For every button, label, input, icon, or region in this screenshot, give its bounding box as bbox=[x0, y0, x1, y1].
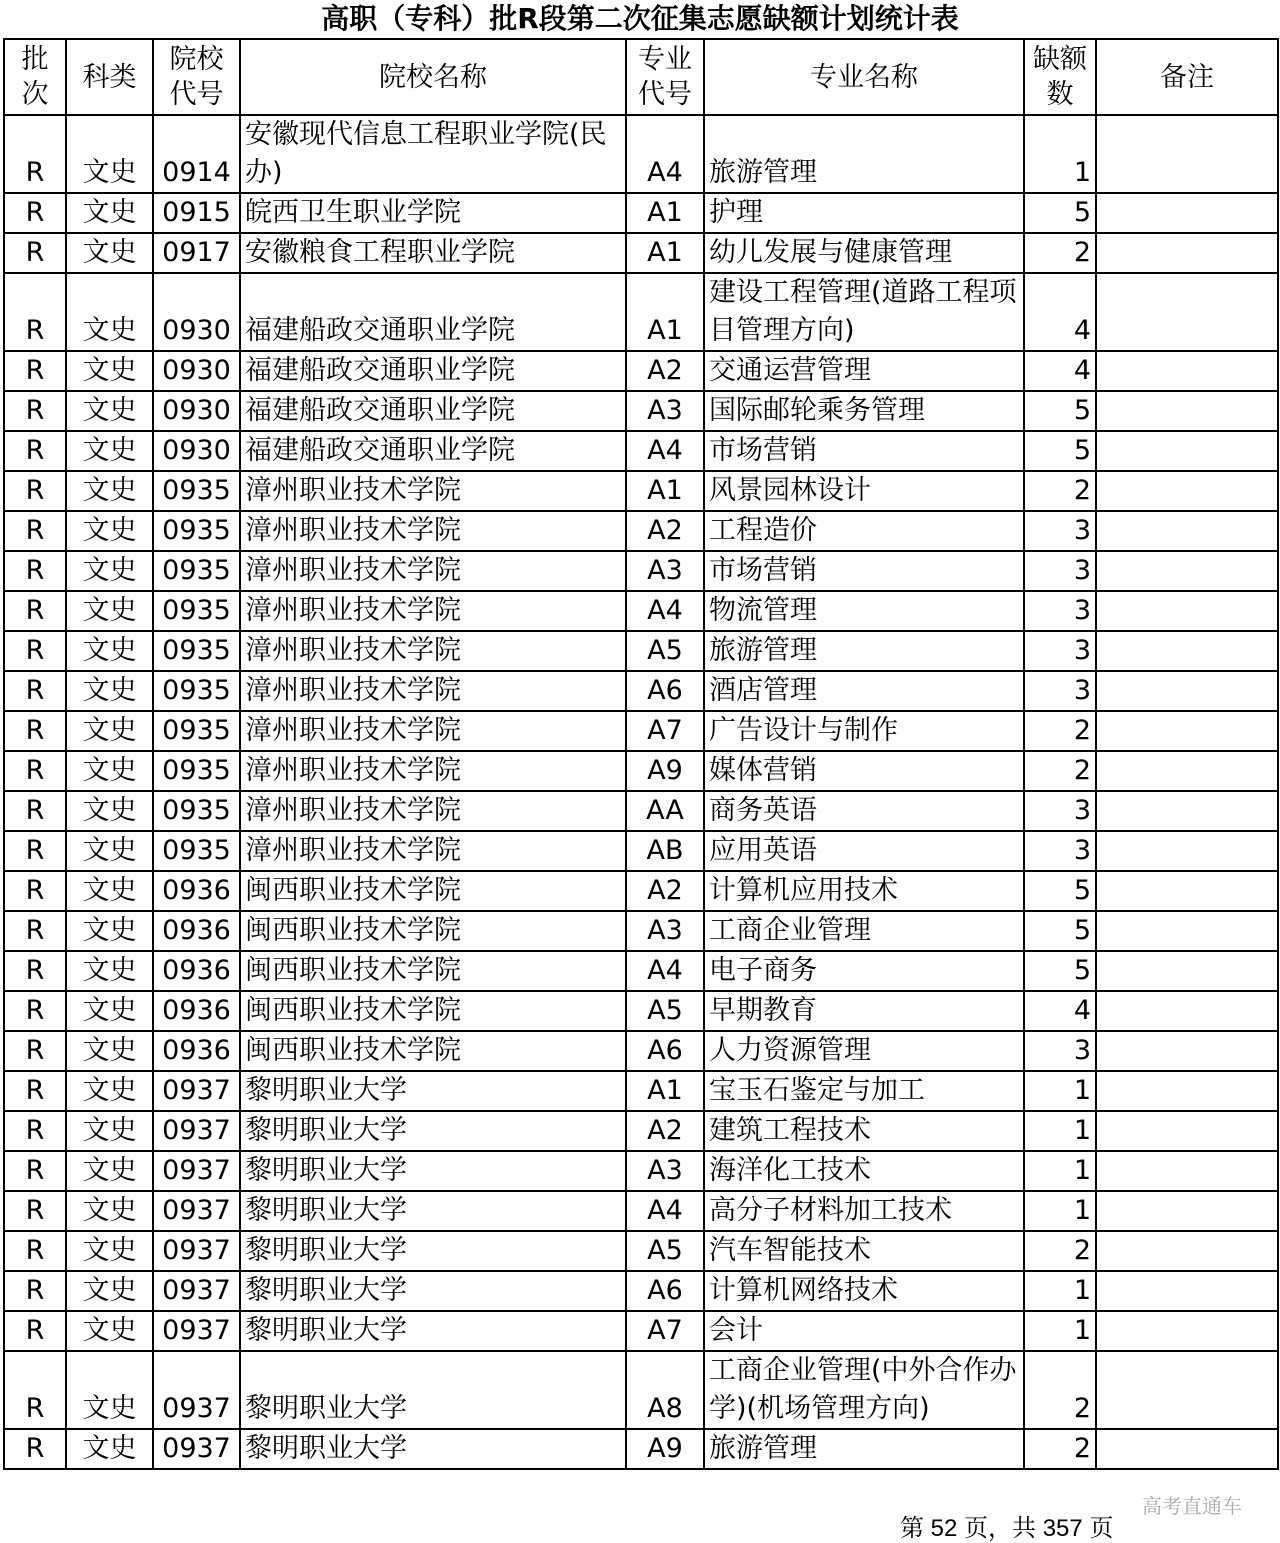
cell-remark bbox=[1096, 1191, 1278, 1231]
cell-major-code: A8 bbox=[626, 1351, 704, 1429]
cell-school-name: 漳州职业技术学院 bbox=[240, 831, 626, 871]
cell-vacancy: 1 bbox=[1024, 1071, 1096, 1111]
cell-batch: R bbox=[4, 751, 66, 791]
header-batch: 批次 bbox=[4, 39, 66, 115]
cell-category: 文史 bbox=[66, 1071, 153, 1111]
cell-category: 文史 bbox=[66, 115, 153, 193]
cell-major-code: A5 bbox=[626, 991, 704, 1031]
cell-category: 文史 bbox=[66, 431, 153, 471]
cell-category: 文史 bbox=[66, 471, 153, 511]
cell-major-code: A3 bbox=[626, 391, 704, 431]
cell-category: 文史 bbox=[66, 193, 153, 233]
cell-batch: R bbox=[4, 871, 66, 911]
cell-school-name: 闽西职业技术学院 bbox=[240, 911, 626, 951]
table-row bbox=[4, 115, 1278, 193]
cell-vacancy: 5 bbox=[1024, 391, 1096, 431]
cell-school-name: 漳州职业技术学院 bbox=[240, 591, 626, 631]
cell-batch: R bbox=[4, 391, 66, 431]
cell-major-name: 幼儿发展与健康管理 bbox=[704, 233, 1024, 273]
table-row bbox=[4, 711, 1278, 751]
cell-category: 文史 bbox=[66, 1191, 153, 1231]
cell-batch: R bbox=[4, 911, 66, 951]
cell-major-name: 电子商务 bbox=[704, 951, 1024, 991]
cell-category: 文史 bbox=[66, 1111, 153, 1151]
cell-remark bbox=[1096, 1429, 1278, 1469]
cell-category: 文史 bbox=[66, 233, 153, 273]
cell-vacancy: 4 bbox=[1024, 991, 1096, 1031]
cell-school-name: 福建船政交通职业学院 bbox=[240, 431, 626, 471]
cell-school-name: 漳州职业技术学院 bbox=[240, 671, 626, 711]
cell-category: 文史 bbox=[66, 1429, 153, 1469]
cell-school-name: 漳州职业技术学院 bbox=[240, 751, 626, 791]
cell-vacancy: 2 bbox=[1024, 1429, 1096, 1469]
header-vacancy: 缺额数 bbox=[1024, 39, 1096, 115]
table-row bbox=[4, 631, 1278, 671]
cell-major-code: A1 bbox=[626, 193, 704, 233]
cell-batch: R bbox=[4, 1191, 66, 1231]
cell-school-name: 黎明职业大学 bbox=[240, 1191, 626, 1231]
table-row bbox=[4, 1429, 1278, 1469]
cell-major-name: 风景园林设计 bbox=[704, 471, 1024, 511]
cell-remark bbox=[1096, 591, 1278, 631]
cell-category: 文史 bbox=[66, 1151, 153, 1191]
cell-remark bbox=[1096, 871, 1278, 911]
table-row bbox=[4, 1271, 1278, 1311]
cell-school-name: 漳州职业技术学院 bbox=[240, 711, 626, 751]
cell-school-name: 黎明职业大学 bbox=[240, 1429, 626, 1469]
cell-major-name: 工商企业管理 bbox=[704, 911, 1024, 951]
watermark: 高考直通车 bbox=[1142, 1494, 1242, 1518]
cell-vacancy: 3 bbox=[1024, 511, 1096, 551]
cell-school-code: 0935 bbox=[153, 671, 240, 711]
cell-vacancy: 2 bbox=[1024, 1351, 1096, 1429]
cell-remark bbox=[1096, 1311, 1278, 1351]
cell-school-code: 0935 bbox=[153, 791, 240, 831]
cell-school-code: 0935 bbox=[153, 831, 240, 871]
cell-major-code: A6 bbox=[626, 1031, 704, 1071]
cell-category: 文史 bbox=[66, 1271, 153, 1311]
header-school-code: 院校代号 bbox=[153, 39, 240, 115]
table-row bbox=[4, 1351, 1278, 1429]
cell-batch: R bbox=[4, 1351, 66, 1429]
page-number: 第 52 页，共 357 页 bbox=[900, 1515, 1114, 1542]
table-row bbox=[4, 1231, 1278, 1271]
cell-school-name: 黎明职业大学 bbox=[240, 1071, 626, 1111]
cell-batch: R bbox=[4, 471, 66, 511]
cell-school-code: 0937 bbox=[153, 1071, 240, 1111]
cell-category: 文史 bbox=[66, 991, 153, 1031]
cell-major-code: A3 bbox=[626, 1151, 704, 1191]
cell-school-code: 0937 bbox=[153, 1111, 240, 1151]
cell-remark bbox=[1096, 631, 1278, 671]
table-row bbox=[4, 431, 1278, 471]
cell-category: 文史 bbox=[66, 791, 153, 831]
cell-remark bbox=[1096, 1351, 1278, 1429]
cell-major-name: 市场营销 bbox=[704, 431, 1024, 471]
cell-major-name: 酒店管理 bbox=[704, 671, 1024, 711]
cell-batch: R bbox=[4, 671, 66, 711]
cell-major-code: A6 bbox=[626, 1271, 704, 1311]
cell-vacancy: 1 bbox=[1024, 1311, 1096, 1351]
cell-category: 文史 bbox=[66, 591, 153, 631]
cell-vacancy: 1 bbox=[1024, 1191, 1096, 1231]
cell-batch: R bbox=[4, 1429, 66, 1469]
cell-major-code: A3 bbox=[626, 911, 704, 951]
table-row bbox=[4, 391, 1278, 431]
table-row bbox=[4, 831, 1278, 871]
cell-school-name: 漳州职业技术学院 bbox=[240, 471, 626, 511]
cell-category: 文史 bbox=[66, 551, 153, 591]
cell-remark bbox=[1096, 391, 1278, 431]
cell-school-name: 皖西卫生职业学院 bbox=[240, 193, 626, 233]
table-row bbox=[4, 751, 1278, 791]
cell-category: 文史 bbox=[66, 871, 153, 911]
cell-major-code: A5 bbox=[626, 631, 704, 671]
cell-major-code: A4 bbox=[626, 951, 704, 991]
cell-school-code: 0935 bbox=[153, 631, 240, 671]
cell-batch: R bbox=[4, 951, 66, 991]
cell-major-name: 建设工程管理(道路工程项目管理方向) bbox=[704, 273, 1024, 351]
cell-vacancy: 5 bbox=[1024, 871, 1096, 911]
table-row bbox=[4, 591, 1278, 631]
vacancy-table bbox=[3, 38, 1279, 1470]
cell-school-code: 0935 bbox=[153, 591, 240, 631]
cell-category: 文史 bbox=[66, 751, 153, 791]
cell-vacancy: 4 bbox=[1024, 351, 1096, 391]
cell-category: 文史 bbox=[66, 1231, 153, 1271]
cell-school-name: 福建船政交通职业学院 bbox=[240, 351, 626, 391]
cell-remark bbox=[1096, 791, 1278, 831]
cell-major-name: 工程造价 bbox=[704, 511, 1024, 551]
cell-school-name: 漳州职业技术学院 bbox=[240, 631, 626, 671]
cell-batch: R bbox=[4, 591, 66, 631]
cell-vacancy: 1 bbox=[1024, 1271, 1096, 1311]
table-row bbox=[4, 1031, 1278, 1071]
cell-major-name: 国际邮轮乘务管理 bbox=[704, 391, 1024, 431]
table-row bbox=[4, 1071, 1278, 1111]
cell-vacancy: 3 bbox=[1024, 831, 1096, 871]
cell-category: 文史 bbox=[66, 351, 153, 391]
cell-category: 文史 bbox=[66, 671, 153, 711]
cell-school-code: 0915 bbox=[153, 193, 240, 233]
header-major-code: 专业代号 bbox=[626, 39, 704, 115]
cell-batch: R bbox=[4, 551, 66, 591]
cell-school-code: 0935 bbox=[153, 511, 240, 551]
cell-category: 文史 bbox=[66, 631, 153, 671]
cell-major-code: A7 bbox=[626, 1311, 704, 1351]
cell-batch: R bbox=[4, 711, 66, 751]
cell-major-code: A2 bbox=[626, 1111, 704, 1151]
cell-major-name: 宝玉石鉴定与加工 bbox=[704, 1071, 1024, 1111]
cell-vacancy: 4 bbox=[1024, 273, 1096, 351]
cell-batch: R bbox=[4, 193, 66, 233]
cell-school-code: 0917 bbox=[153, 233, 240, 273]
cell-batch: R bbox=[4, 1271, 66, 1311]
table-row bbox=[4, 471, 1278, 511]
cell-remark bbox=[1096, 431, 1278, 471]
cell-school-code: 0937 bbox=[153, 1429, 240, 1469]
cell-school-code: 0935 bbox=[153, 471, 240, 511]
cell-batch: R bbox=[4, 351, 66, 391]
cell-batch: R bbox=[4, 115, 66, 193]
cell-vacancy: 2 bbox=[1024, 711, 1096, 751]
cell-batch: R bbox=[4, 1311, 66, 1351]
cell-batch: R bbox=[4, 791, 66, 831]
page-title: 高职（专科）批R段第二次征集志愿缺额计划统计表 bbox=[321, 2, 959, 35]
cell-major-name: 早期教育 bbox=[704, 991, 1024, 1031]
cell-school-name: 闽西职业技术学院 bbox=[240, 991, 626, 1031]
table-row bbox=[4, 551, 1278, 591]
table-row bbox=[4, 1191, 1278, 1231]
cell-vacancy: 3 bbox=[1024, 551, 1096, 591]
cell-major-name: 汽车智能技术 bbox=[704, 1231, 1024, 1271]
cell-remark bbox=[1096, 471, 1278, 511]
cell-school-code: 0936 bbox=[153, 991, 240, 1031]
cell-vacancy: 2 bbox=[1024, 1231, 1096, 1271]
table-row bbox=[4, 671, 1278, 711]
cell-remark bbox=[1096, 1151, 1278, 1191]
cell-vacancy: 1 bbox=[1024, 1111, 1096, 1151]
cell-school-code: 0935 bbox=[153, 711, 240, 751]
cell-school-name: 福建船政交通职业学院 bbox=[240, 273, 626, 351]
cell-major-code: A4 bbox=[626, 591, 704, 631]
cell-school-code: 0936 bbox=[153, 1031, 240, 1071]
table-row bbox=[4, 273, 1278, 351]
cell-major-name: 计算机网络技术 bbox=[704, 1271, 1024, 1311]
cell-major-name: 旅游管理 bbox=[704, 115, 1024, 193]
table-row bbox=[4, 991, 1278, 1031]
cell-major-name: 建筑工程技术 bbox=[704, 1111, 1024, 1151]
cell-major-name: 市场营销 bbox=[704, 551, 1024, 591]
cell-major-name: 旅游管理 bbox=[704, 631, 1024, 671]
cell-major-code: A7 bbox=[626, 711, 704, 751]
cell-major-name: 应用英语 bbox=[704, 831, 1024, 871]
cell-remark bbox=[1096, 671, 1278, 711]
cell-major-name: 旅游管理 bbox=[704, 1429, 1024, 1469]
cell-category: 文史 bbox=[66, 273, 153, 351]
header-major-name: 专业名称 bbox=[704, 39, 1024, 115]
cell-major-code: A9 bbox=[626, 1429, 704, 1469]
cell-school-name: 黎明职业大学 bbox=[240, 1271, 626, 1311]
cell-remark bbox=[1096, 991, 1278, 1031]
cell-major-code: A1 bbox=[626, 1071, 704, 1111]
cell-major-code: A6 bbox=[626, 671, 704, 711]
cell-major-name: 护理 bbox=[704, 193, 1024, 233]
cell-school-code: 0936 bbox=[153, 951, 240, 991]
cell-school-code: 0937 bbox=[153, 1311, 240, 1351]
cell-major-code: A3 bbox=[626, 551, 704, 591]
cell-batch: R bbox=[4, 1151, 66, 1191]
table-row bbox=[4, 351, 1278, 391]
cell-school-code: 0937 bbox=[153, 1231, 240, 1271]
cell-major-code: A2 bbox=[626, 351, 704, 391]
cell-vacancy: 5 bbox=[1024, 911, 1096, 951]
cell-vacancy: 2 bbox=[1024, 751, 1096, 791]
cell-major-name: 高分子材料加工技术 bbox=[704, 1191, 1024, 1231]
header-school-name: 院校名称 bbox=[240, 39, 626, 115]
cell-school-name: 漳州职业技术学院 bbox=[240, 551, 626, 591]
cell-remark bbox=[1096, 911, 1278, 951]
cell-remark bbox=[1096, 233, 1278, 273]
cell-major-name: 媒体营销 bbox=[704, 751, 1024, 791]
cell-school-code: 0937 bbox=[153, 1151, 240, 1191]
cell-batch: R bbox=[4, 431, 66, 471]
cell-vacancy: 1 bbox=[1024, 115, 1096, 193]
cell-category: 文史 bbox=[66, 391, 153, 431]
cell-batch: R bbox=[4, 631, 66, 671]
cell-school-name: 福建船政交通职业学院 bbox=[240, 391, 626, 431]
cell-remark bbox=[1096, 1031, 1278, 1071]
cell-major-name: 商务英语 bbox=[704, 791, 1024, 831]
cell-major-code: A1 bbox=[626, 233, 704, 273]
cell-major-code: A1 bbox=[626, 471, 704, 511]
cell-major-code: A2 bbox=[626, 871, 704, 911]
cell-remark bbox=[1096, 551, 1278, 591]
cell-major-name: 海洋化工技术 bbox=[704, 1151, 1024, 1191]
cell-batch: R bbox=[4, 1071, 66, 1111]
cell-school-code: 0936 bbox=[153, 911, 240, 951]
header-category: 科类 bbox=[66, 39, 153, 115]
cell-major-code: A4 bbox=[626, 115, 704, 193]
cell-vacancy: 3 bbox=[1024, 631, 1096, 671]
cell-remark bbox=[1096, 751, 1278, 791]
cell-batch: R bbox=[4, 991, 66, 1031]
cell-vacancy: 5 bbox=[1024, 193, 1096, 233]
cell-remark bbox=[1096, 1271, 1278, 1311]
cell-vacancy: 3 bbox=[1024, 671, 1096, 711]
cell-remark bbox=[1096, 511, 1278, 551]
cell-vacancy: 2 bbox=[1024, 233, 1096, 273]
cell-category: 文史 bbox=[66, 511, 153, 551]
cell-remark bbox=[1096, 1231, 1278, 1271]
cell-batch: R bbox=[4, 1111, 66, 1151]
cell-major-code: A5 bbox=[626, 1231, 704, 1271]
cell-batch: R bbox=[4, 1031, 66, 1071]
cell-major-code: A9 bbox=[626, 751, 704, 791]
cell-school-code: 0930 bbox=[153, 351, 240, 391]
cell-school-code: 0914 bbox=[153, 115, 240, 193]
cell-vacancy: 5 bbox=[1024, 951, 1096, 991]
cell-school-code: 0935 bbox=[153, 751, 240, 791]
cell-school-name: 黎明职业大学 bbox=[240, 1311, 626, 1351]
cell-school-name: 黎明职业大学 bbox=[240, 1351, 626, 1429]
cell-school-name: 黎明职业大学 bbox=[240, 1151, 626, 1191]
cell-remark bbox=[1096, 1071, 1278, 1111]
cell-school-name: 闽西职业技术学院 bbox=[240, 1031, 626, 1071]
cell-major-code: AB bbox=[626, 831, 704, 871]
cell-school-code: 0937 bbox=[153, 1351, 240, 1429]
cell-remark bbox=[1096, 193, 1278, 233]
cell-remark bbox=[1096, 115, 1278, 193]
cell-school-name: 黎明职业大学 bbox=[240, 1231, 626, 1271]
table-row bbox=[4, 791, 1278, 831]
cell-category: 文史 bbox=[66, 951, 153, 991]
cell-major-name: 广告设计与制作 bbox=[704, 711, 1024, 751]
cell-vacancy: 3 bbox=[1024, 1031, 1096, 1071]
cell-vacancy: 1 bbox=[1024, 1151, 1096, 1191]
cell-remark bbox=[1096, 351, 1278, 391]
cell-school-code: 0930 bbox=[153, 391, 240, 431]
cell-school-code: 0936 bbox=[153, 871, 240, 911]
cell-vacancy: 3 bbox=[1024, 791, 1096, 831]
table-row bbox=[4, 233, 1278, 273]
table-row bbox=[4, 1311, 1278, 1351]
cell-remark bbox=[1096, 273, 1278, 351]
cell-school-code: 0937 bbox=[153, 1271, 240, 1311]
cell-remark bbox=[1096, 711, 1278, 751]
table-row bbox=[4, 511, 1278, 551]
cell-major-name: 交通运营管理 bbox=[704, 351, 1024, 391]
cell-major-name: 会计 bbox=[704, 1311, 1024, 1351]
table-row bbox=[4, 911, 1278, 951]
cell-major-name: 工商企业管理(中外合作办学)(机场管理方向) bbox=[704, 1351, 1024, 1429]
cell-category: 文史 bbox=[66, 1311, 153, 1351]
cell-major-code: AA bbox=[626, 791, 704, 831]
cell-batch: R bbox=[4, 273, 66, 351]
cell-major-name: 计算机应用技术 bbox=[704, 871, 1024, 911]
cell-school-name: 安徽粮食工程职业学院 bbox=[240, 233, 626, 273]
cell-major-name: 物流管理 bbox=[704, 591, 1024, 631]
cell-major-code: A1 bbox=[626, 273, 704, 351]
table-body bbox=[4, 115, 1278, 1469]
cell-remark bbox=[1096, 951, 1278, 991]
table-row bbox=[4, 871, 1278, 911]
table-row bbox=[4, 193, 1278, 233]
cell-vacancy: 3 bbox=[1024, 591, 1096, 631]
cell-school-code: 0937 bbox=[153, 1191, 240, 1231]
cell-school-name: 黎明职业大学 bbox=[240, 1111, 626, 1151]
cell-vacancy: 5 bbox=[1024, 431, 1096, 471]
cell-school-name: 漳州职业技术学院 bbox=[240, 791, 626, 831]
cell-school-code: 0930 bbox=[153, 273, 240, 351]
cell-major-code: A2 bbox=[626, 511, 704, 551]
cell-batch: R bbox=[4, 1231, 66, 1271]
cell-category: 文史 bbox=[66, 1031, 153, 1071]
table-row bbox=[4, 1151, 1278, 1191]
table-header-row bbox=[4, 39, 1278, 115]
cell-batch: R bbox=[4, 831, 66, 871]
table-row bbox=[4, 951, 1278, 991]
cell-category: 文史 bbox=[66, 911, 153, 951]
cell-category: 文史 bbox=[66, 1351, 153, 1429]
table-row bbox=[4, 1111, 1278, 1151]
cell-school-name: 安徽现代信息工程职业学院(民办) bbox=[240, 115, 626, 193]
header-remark: 备注 bbox=[1096, 39, 1278, 115]
cell-category: 文史 bbox=[66, 831, 153, 871]
cell-major-code: A4 bbox=[626, 431, 704, 471]
cell-major-name: 人力资源管理 bbox=[704, 1031, 1024, 1071]
cell-batch: R bbox=[4, 233, 66, 273]
cell-school-name: 闽西职业技术学院 bbox=[240, 951, 626, 991]
cell-major-code: A4 bbox=[626, 1191, 704, 1231]
cell-vacancy: 2 bbox=[1024, 471, 1096, 511]
cell-category: 文史 bbox=[66, 711, 153, 751]
cell-school-code: 0930 bbox=[153, 431, 240, 471]
cell-school-name: 漳州职业技术学院 bbox=[240, 511, 626, 551]
cell-batch: R bbox=[4, 511, 66, 551]
cell-remark bbox=[1096, 1111, 1278, 1151]
cell-school-code: 0935 bbox=[153, 551, 240, 591]
cell-school-name: 闽西职业技术学院 bbox=[240, 871, 626, 911]
cell-remark bbox=[1096, 831, 1278, 871]
